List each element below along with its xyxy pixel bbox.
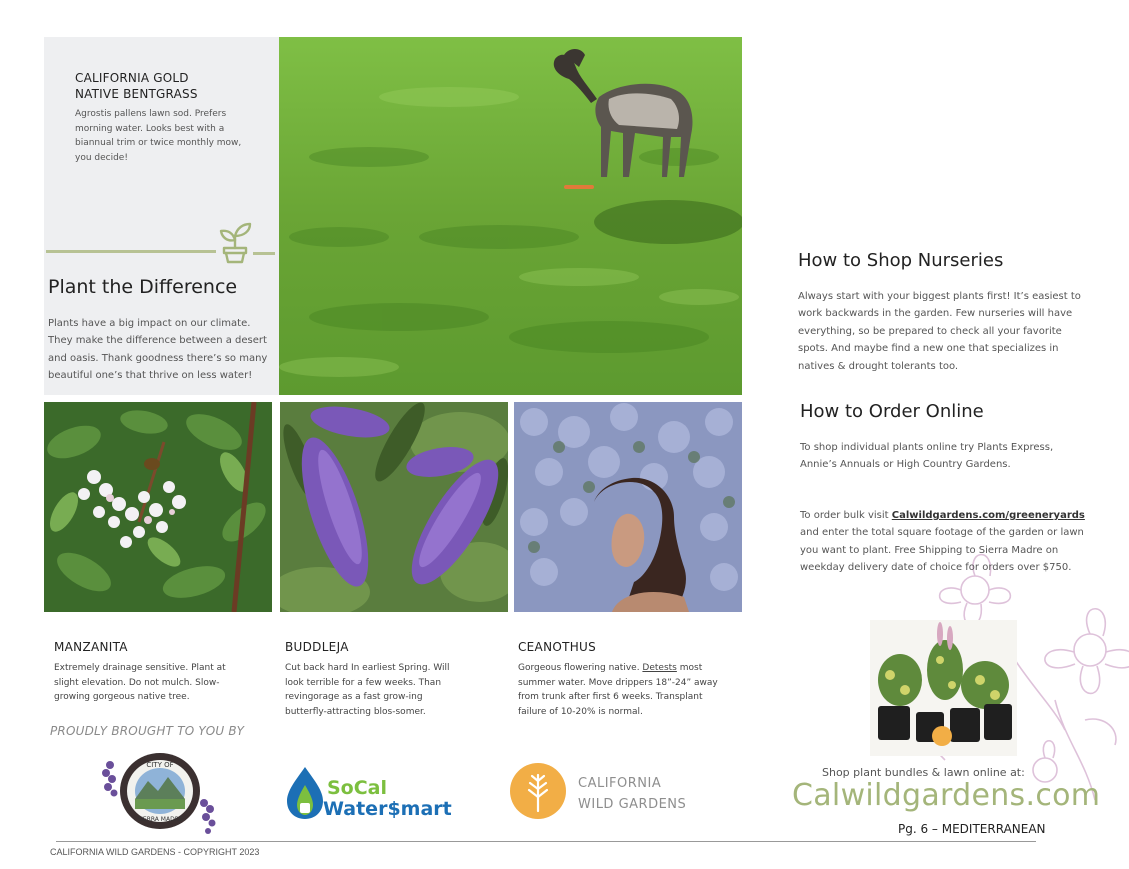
page-number: Pg. 6 – MEDITERRANEAN — [898, 822, 1046, 836]
footer-divider — [56, 841, 1036, 842]
shop-nurseries-title: How to Shop Nurseries — [798, 250, 1004, 271]
buddleja-title: BUDDLEJA — [285, 640, 349, 654]
ceanothus-description — [518, 661, 728, 719]
ceanothus-illustration — [514, 402, 742, 612]
plant-difference-title: Plant the Difference — [48, 276, 238, 298]
manzanita-title: MANZANITA — [54, 640, 128, 654]
california-wild-gardens-logo-icon — [510, 763, 566, 819]
copyright-notice: CALIFORNIA WILD GARDENS - COPYRIGHT 2023 — [50, 847, 260, 857]
socal-watersmart-logo — [285, 763, 460, 821]
section-divider — [46, 250, 216, 253]
buddleja-description: Cut back hard In earliest Spring. Will look terrible for a few weeks. Than revingorage as a fast grow-ing butterfly-attracting blos-somer. — [285, 663, 450, 717]
section-divider-end — [253, 252, 275, 255]
order-bulk-intro: To order bulk visit — [800, 510, 892, 521]
potted-plant-icon — [216, 222, 254, 264]
plant-difference-description: Plants have a big impact on our climate. They make the difference between a desert and oasis. Thank goodness there’s so many beautiful one’s that thrive on less water! — [48, 318, 268, 382]
grass-title-line2: NATIVE BENTGRASS — [75, 87, 198, 101]
dog-on-lawn-photo — [279, 37, 742, 395]
socal-logo-line1: SoCal — [327, 777, 388, 799]
dog-illustration — [279, 37, 742, 395]
order-online-title: How to Order Online — [800, 401, 984, 422]
order-online-description: To shop individual plants online try Plants Express, Annie’s Annuals or High Country Gardens. — [800, 442, 1054, 471]
cwg-logo-line1: CALIFORNIA — [578, 776, 662, 791]
ceanothus-desc-emphasis: Detests — [642, 663, 677, 673]
sierra-seal-bottom-text: SIERRA MADRE — [137, 816, 183, 823]
calwildgardens-site-link[interactable]: Calwildgardens.com — [792, 778, 1101, 813]
ceanothus-desc-part2: most summer water. Move drippers 18”-24” away from trunk after first 6 weeks. Transplant failure of 10-20% is normal. — [518, 663, 718, 717]
cwg-logo-line2: WILD GARDENS — [578, 797, 687, 812]
grass-description: Agrostis pallens lawn sod. Prefers morning water. Looks best with a biannual trim or twice monthly mow, you decide! — [75, 109, 242, 163]
buddleja-illustration — [280, 402, 508, 612]
plant-sprig-icon — [510, 763, 566, 819]
shop-nurseries-description: Always start with your biggest plants first! It’s easiest to work backwards in the garden. Few nurseries will have everything, so be prepared to check all your favorite spots. And maybe find a new one that specializes in natives & drought tolerants too. — [798, 291, 1081, 372]
manzanita-photo — [44, 402, 272, 612]
shop-bundles-tagline: Shop plant bundles & lawn online at: — [822, 766, 1025, 779]
buddleja-photo — [280, 402, 508, 612]
california-wild-gardens-logo-text — [578, 773, 686, 815]
manzanita-description: Extremely drainage sensitive. Plant at slight elevation. Do not mulch. Slow-growing gorgeous native tree. — [54, 663, 226, 703]
manzanita-illustration — [44, 402, 272, 612]
socal-logo-line2: Water$mart — [323, 798, 452, 820]
grass-title-line1: CALIFORNIA GOLD — [75, 71, 189, 85]
ceanothus-photo — [514, 402, 742, 612]
order-bulk-details: and enter the total square footage of the garden or lawn you want to plant. Free Shipping to Sierra Madre on weekday delivery date of choice for orders over $750. — [800, 527, 1084, 574]
sponsors-heading: PROUDLY BROUGHT TO YOU BY — [50, 724, 245, 738]
potted-plants-illustration — [870, 620, 1017, 756]
sierra-seal-top-text: CITY OF — [146, 761, 174, 769]
grass-title — [75, 70, 198, 102]
order-bulk-description — [800, 507, 1092, 577]
plant-bundle-photo — [870, 620, 1017, 756]
greeneryards-link[interactable]: Calwildgardens.com/greeneryards — [891, 510, 1085, 521]
ceanothus-title: CEANOTHUS — [518, 640, 597, 654]
ceanothus-desc-part1: Gorgeous flowering native. — [518, 663, 643, 673]
city-of-sierra-madre-seal — [100, 745, 222, 837]
